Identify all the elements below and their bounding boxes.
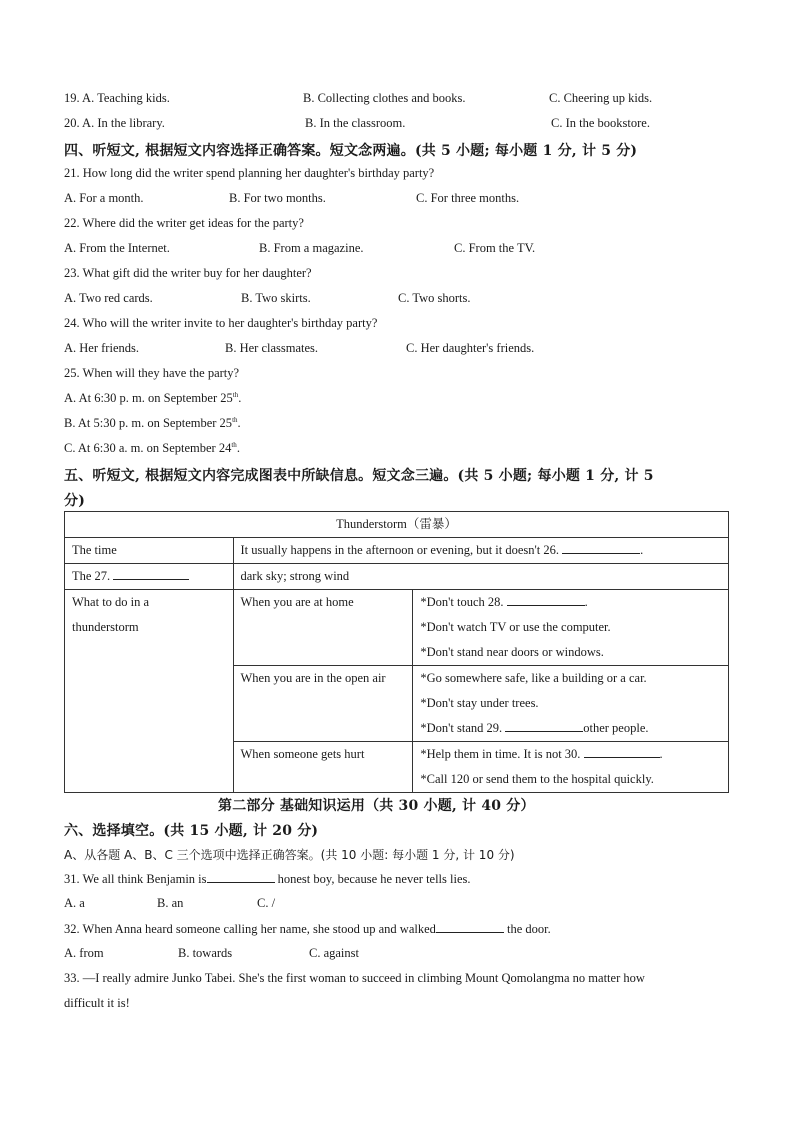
time-value: It usually happens in the afternoon or evening, but it doesn't 26. . (233, 538, 729, 564)
q21-option-b: B. For two months. (229, 191, 326, 205)
table-title: Thunderstorm（雷暴） (65, 512, 729, 538)
q32-option-c: C. against (309, 946, 359, 960)
q19-option-b: B. Collecting clothes and books. (303, 91, 466, 105)
blank-29[interactable] (505, 720, 583, 732)
q23-question: 23. What gift did the writer buy for her daughter? (64, 266, 312, 280)
blank-26[interactable] (562, 542, 640, 554)
q24-option-c: C. Her daughter's friends. (406, 341, 535, 355)
section-5-heading-line2: 分) (64, 493, 86, 509)
hurt-actions: *Help them in time. It is not 30. . *Call 120 or send them to the hospital quickly. (413, 742, 729, 793)
q33-question-line2: difficult it is! (64, 996, 130, 1010)
q32-question: 32. When Anna heard someone calling her name, she stood up and walked the door. (64, 922, 551, 936)
q23-option-a: A. Two red cards. (64, 291, 153, 305)
open-air-label: When you are in the open air (233, 666, 413, 742)
q20-option-a: 20. A. In the library. (64, 116, 165, 130)
q21-option-a: A. For a month. (64, 191, 144, 205)
q25-option-b: B. At 5:30 p. m. on September 25th. (64, 415, 241, 430)
q33-question-line1: 33. —I really admire Junko Tabei. She's the first woman to succeed in climbing Mount Qomolangma no matter how (64, 971, 645, 985)
q21-option-c: C. For three months. (416, 191, 520, 205)
blank-27[interactable] (113, 568, 189, 580)
q20-option-c: C. In the bookstore. (551, 116, 650, 130)
q23-option-b: B. Two skirts. (241, 291, 311, 305)
q22-option-a: A. From the Internet. (64, 241, 170, 255)
q22-option-c: C. From the TV. (454, 241, 536, 255)
blank-30[interactable] (584, 746, 660, 758)
q19-option-c: C. Cheering up kids. (549, 91, 653, 105)
blank-32[interactable] (436, 921, 504, 933)
thunderstorm-table (64, 511, 729, 793)
q32-option-b: B. towards (178, 946, 233, 960)
q31-option-c: C. / (257, 896, 276, 910)
q19-option-a: 19. A. Teaching kids. (64, 91, 170, 105)
q25-option-c: C. At 6:30 a. m. on September 24th. (64, 440, 240, 455)
q21-question: 21. How long did the writer spend planning her daughter's birthday party? (64, 166, 435, 180)
home-label: When you are at home (233, 590, 413, 666)
q24-option-a: A. Her friends. (64, 341, 139, 355)
label-27: The 27. (65, 564, 234, 590)
q22-question: 22. Where did the writer get ideas for the party? (64, 216, 304, 230)
part-2-heading: 第二部分 基础知识运用（共 30 小题, 计 40 分） (218, 798, 535, 814)
q23-option-c: C. Two shorts. (398, 291, 471, 305)
q20-option-b: B. In the classroom. (305, 116, 406, 130)
value-27: dark sky; strong wind (233, 564, 729, 590)
section-6-heading: 六、选择填空。(共 15 小题, 计 20 分) (64, 823, 319, 839)
q32-option-a: A. from (64, 946, 104, 960)
blank-31[interactable] (207, 871, 275, 883)
time-label: The time (65, 538, 234, 564)
q24-question: 24. Who will the writer invite to her daughter's birthday party? (64, 316, 378, 330)
section-4-heading: 四、听短文, 根据短文内容选择正确答案。短文念两遍。(共 5 小题; 每小题 1 分, 计 5 分) (64, 143, 638, 159)
q31-question: 31. We all think Benjamin is honest boy, because he never tells lies. (64, 872, 471, 886)
home-actions: *Don't touch 28. . *Don't watch TV or use the computer. *Don't stand near doors or windows. (413, 590, 729, 666)
q31-option-b: B. an (157, 896, 184, 910)
sub-section-a-instructions: A、从各题 A、B、C 三个选项中选择正确答案。(共 10 小题: 每小题 1 分, 计 10 分) (64, 848, 515, 862)
section-5-heading-line1: 五、听短文, 根据短文内容完成图表中所缺信息。短文念三遍。(共 5 小题; 每小题 1 分, 计 5 (64, 468, 654, 484)
q25-question: 25. When will they have the party? (64, 366, 240, 380)
blank-28[interactable] (507, 594, 585, 606)
q22-option-b: B. From a magazine. (259, 241, 364, 255)
q24-option-b: B. Her classmates. (225, 341, 319, 355)
q25-option-a: A. At 6:30 p. m. on September 25th. (64, 390, 242, 405)
q31-option-a: A. a (64, 896, 85, 910)
hurt-label: When someone gets hurt (233, 742, 413, 793)
todo-label: What to do in a thunderstorm (65, 590, 234, 793)
open-air-actions: *Go somewhere safe, like a building or a car. *Don't stay under trees. *Don't stand 29. other people. (413, 666, 729, 742)
